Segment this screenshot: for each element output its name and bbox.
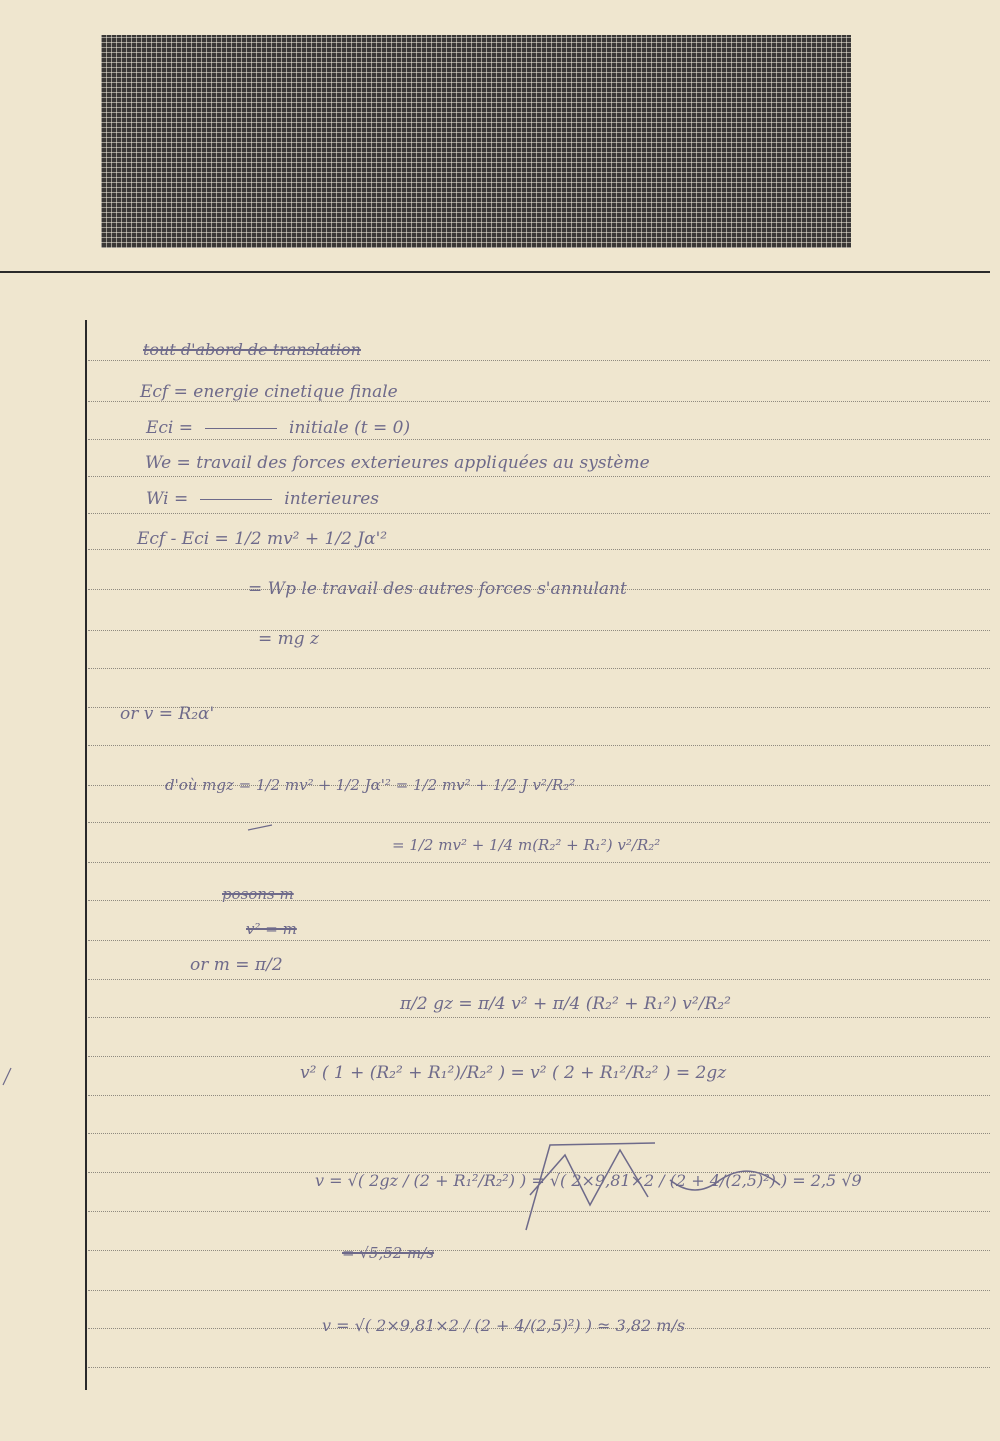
line-or-relation: or v = R₂α' — [120, 704, 215, 724]
struck-heading: tout d'abord de translation — [143, 340, 361, 359]
margin-line — [85, 320, 87, 1390]
struck-posons: posons m — [222, 885, 294, 903]
header-divider — [0, 271, 990, 273]
struck-v-squared: v² = m — [246, 920, 297, 938]
line-pi-equation: π/2 gz = π/4 v² + π/4 (R₂² + R₁²) v²/R₂² — [400, 994, 731, 1014]
line-final-result: v = √( 2×9,81×2 / (2 + 4/(2,5)²) ) ≃ 3,82 m/s — [322, 1316, 686, 1335]
pencil-mark — [0, 1065, 14, 1087]
line-eci-definition: Eci = initiale (t = 0) — [146, 418, 411, 438]
line-work-equation: = Wp le travail des autres forces s'annulant — [248, 579, 627, 599]
line-wi-definition: Wi = interieures — [146, 489, 380, 509]
line-energy-equation: Ecf - Eci = 1/2 mv² + 1/2 Jα'² — [137, 529, 388, 549]
pencil-dash — [246, 822, 276, 834]
line-dou-equation: d'où mgz = 1/2 mv² + 1/2 Jα'² = 1/2 mv² + 1/2 J v²/R₂² — [165, 776, 576, 794]
line-v-formula: v = √( 2gz / (2 + R₁²/R₂²) ) = √( 2×9,81×2 / (2 + 4/(2,5)²) ) = 2,5 √9 — [315, 1171, 862, 1190]
line-we-definition: We = travail des forces exterieures appliquées au système — [145, 453, 650, 473]
redacted-header-block — [101, 35, 851, 248]
scribble-strikeout — [520, 1135, 800, 1235]
line-mgz: = mg z — [258, 629, 320, 649]
struck-numeric-result: = √5,52 m/s — [342, 1244, 435, 1262]
line-ecf-definition: Ecf = energie cinetique finale — [140, 382, 398, 402]
line-or-m: or m = π/2 — [190, 955, 283, 975]
line-dou-continuation: = 1/2 mv² + 1/4 m(R₂² + R₁²) v²/R₂² — [392, 836, 661, 854]
line-v2-equation: v² ( 1 + (R₂² + R₁²)/R₂² ) = v² ( 2 + R₁²/R₂² ) = 2gz — [300, 1063, 727, 1083]
